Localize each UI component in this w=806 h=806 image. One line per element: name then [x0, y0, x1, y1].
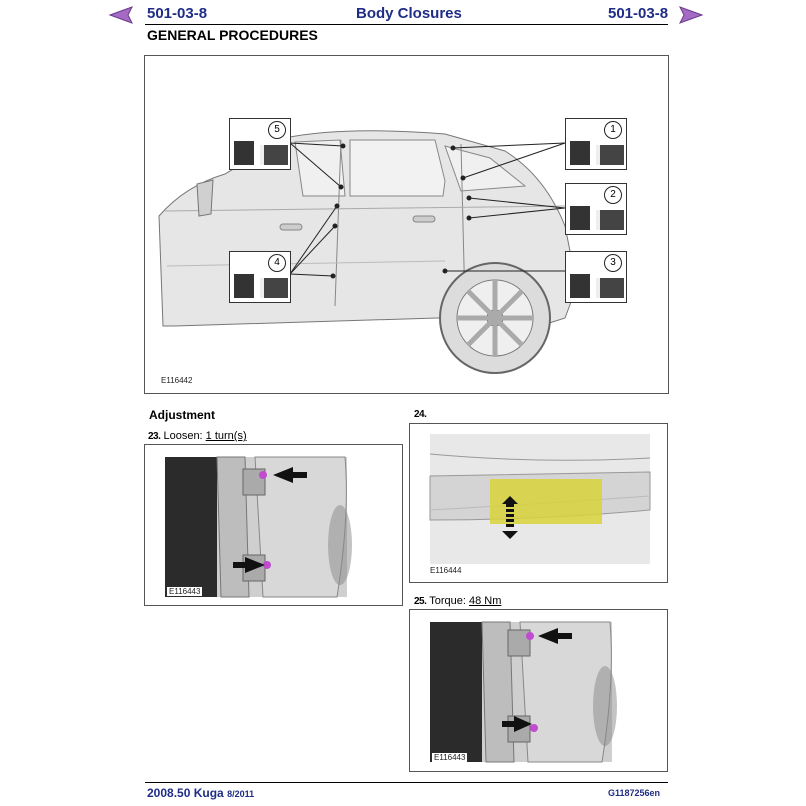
step-number: 23. [148, 431, 161, 442]
model-year: 2008.50 Kuga [147, 786, 224, 800]
figure-id: E116442 [161, 376, 193, 385]
main-figure [144, 55, 669, 394]
callout-5 [229, 118, 291, 170]
figure-id: E116443 [434, 753, 466, 762]
header-rule [145, 24, 668, 25]
detail-bracket [234, 141, 254, 165]
callout-1 [565, 118, 627, 170]
step-24 [414, 408, 426, 420]
step-text: Loosen: [163, 430, 206, 442]
detail-bracket [234, 274, 254, 298]
publication-date: 8/2011 [227, 789, 255, 799]
callout-3 [565, 251, 627, 303]
door-alignment-illustration [410, 424, 667, 582]
door-hinge-torque-illustration [410, 610, 667, 771]
callout-number: 5 [268, 121, 286, 139]
adjustment-heading: Adjustment [149, 408, 215, 422]
detail-bracket [570, 274, 590, 298]
callout-2 [565, 183, 627, 235]
next-page-icon[interactable] [678, 6, 704, 24]
callout-4 [229, 251, 291, 303]
step-25 [414, 595, 501, 607]
detail-bracket [596, 278, 624, 298]
figure-step-24 [409, 423, 668, 583]
footer-rule [145, 782, 668, 783]
detail-bracket [570, 141, 590, 165]
callout-number: 2 [604, 186, 622, 204]
footer-model [147, 786, 254, 800]
section-number-right: 501-03-8 [608, 5, 669, 22]
detail-bracket [260, 145, 288, 165]
detail-bracket [596, 210, 624, 230]
callout-number: 3 [604, 254, 622, 272]
section-number-left: 501-03-8 [147, 5, 208, 22]
step-number: 24. [414, 409, 427, 420]
callout-number: 4 [268, 254, 286, 272]
loosen-value: 1 turn(s) [205, 430, 247, 442]
detail-bracket [570, 206, 590, 230]
door-hinge-loosen-illustration [145, 445, 402, 605]
document-code: G1187256en [608, 788, 661, 798]
figure-id: E116443 [169, 587, 201, 596]
header-title: Body Closures [356, 5, 462, 22]
figure-step-25 [409, 609, 668, 772]
step-23 [148, 430, 247, 442]
figure-step-23 [144, 444, 403, 606]
page-heading: GENERAL PROCEDURES [147, 27, 318, 43]
callout-number: 1 [604, 121, 622, 139]
detail-bracket [260, 278, 288, 298]
step-number: 25. [414, 596, 427, 607]
figure-id: E116444 [430, 566, 462, 575]
torque-value: 48 Nm [469, 595, 502, 607]
previous-page-icon[interactable] [108, 6, 134, 24]
step-text: Torque: [429, 595, 470, 607]
detail-bracket [596, 145, 624, 165]
